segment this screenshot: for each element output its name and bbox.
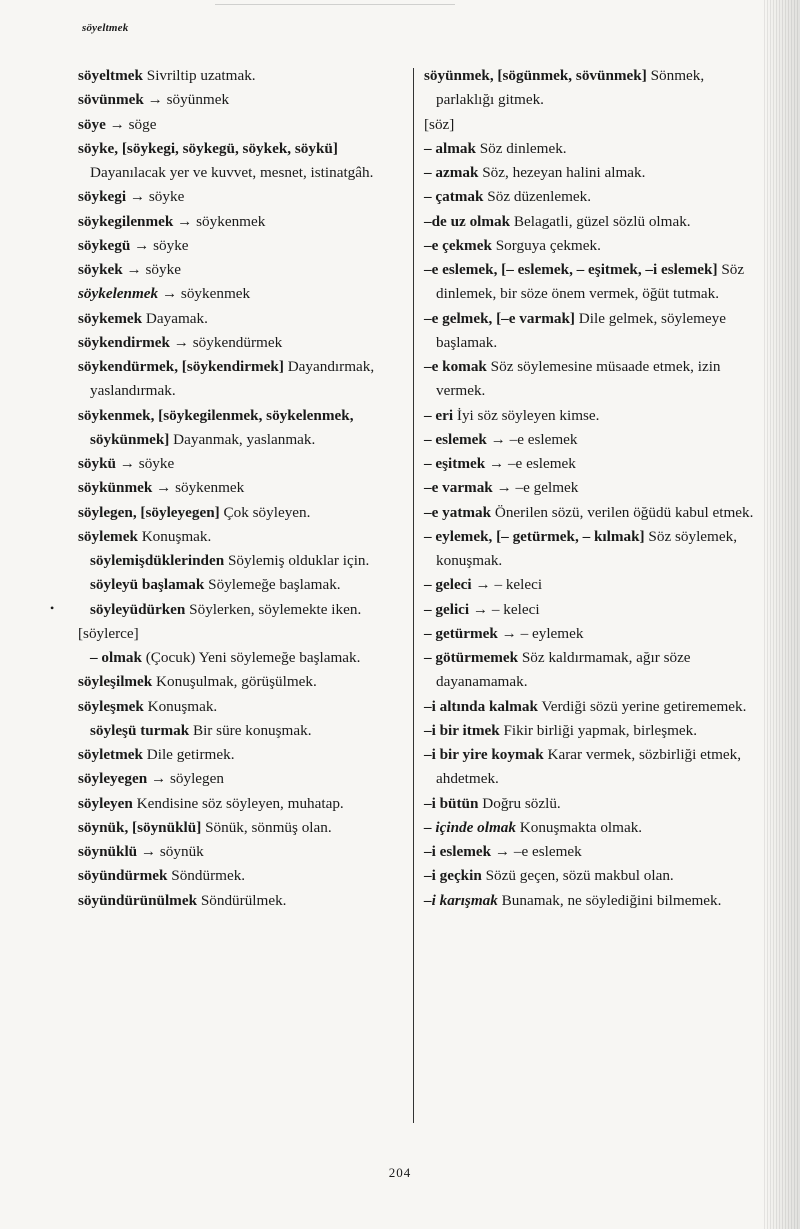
scan-edge-shading [764, 0, 800, 1229]
entry-definition: Sivriltip uzatmak. [142, 67, 256, 84]
entry-headword: söyletmek [78, 746, 143, 763]
dictionary-entry [78, 695, 396, 719]
entry-definition: Dayanmak, yaslanmak. [169, 430, 316, 448]
dictionary-entry [78, 573, 396, 597]
entry-headword: – eslemek [424, 430, 487, 448]
entry-definition: → söykendürmek [169, 333, 283, 351]
entry-definition: İyi söz söyleyen kimse. [453, 406, 600, 424]
entry-definition: Söndürülmek. [197, 891, 287, 909]
entry-definition: → söynük [137, 843, 204, 860]
dictionary-entry [424, 719, 754, 743]
entry-definition: → söyke [116, 455, 175, 472]
dictionary-entry [424, 525, 754, 574]
entry-headword: –i bir itmek [424, 721, 500, 739]
entry-definition: Söndürmek. [167, 867, 246, 885]
entry-definition: Söz kaldırmamak, ağır söze dayanamamak. [436, 649, 691, 691]
running-head: söyeltmek [82, 22, 129, 34]
entry-headword: söyleşü turmak [90, 721, 190, 739]
entry-headword: –e yatmak [424, 503, 492, 521]
right-column [424, 64, 754, 913]
entry-headword: –de uz olmak [424, 212, 511, 230]
entry-definition: [söz] [424, 115, 455, 133]
dictionary-entry [78, 88, 396, 112]
entry-headword: söynüklü [78, 843, 138, 860]
dictionary-entry [424, 210, 754, 234]
entry-definition: Konuşulmak, görüşülmek. [152, 673, 317, 691]
entry-definition: Konuşmak. [137, 527, 212, 545]
entry-definition: Sorguya çekmek. [491, 236, 601, 254]
dictionary-entry [424, 307, 754, 356]
entry-headword: söykü [78, 455, 116, 472]
dictionary-entry [424, 743, 754, 792]
entry-headword: söyleyegen [78, 770, 148, 788]
dictionary-entry [78, 719, 396, 743]
entry-definition: → söykenmek [173, 212, 266, 230]
entry-definition: Sönük, sönmüş olan. [201, 818, 332, 836]
entry-definition: Karar vermek, sözbirliği etmek, ahdetmek. [436, 746, 742, 788]
dictionary-entry [78, 622, 396, 646]
entry-headword: –i geçkin [424, 867, 482, 885]
entry-definition: [söylerce] [78, 624, 139, 642]
entry-definition: Verdiği sözü yerine getirememek. [537, 697, 747, 715]
dictionary-entry [424, 864, 754, 888]
entry-headword: –e komak [424, 358, 487, 375]
entry-definition: → söyke [126, 188, 185, 206]
dictionary-entry [424, 64, 754, 113]
entry-definition: Sözü geçen, sözü makbul olan. [481, 867, 674, 885]
dictionary-entry [424, 161, 754, 185]
entry-headword: – eşitmek [424, 455, 486, 472]
dictionary-entry [424, 816, 754, 840]
entry-headword: söykendirmek [78, 333, 170, 351]
entry-headword: söyleyüdürken [90, 600, 186, 618]
column-divider [413, 68, 414, 1123]
dictionary-entry [78, 234, 396, 258]
entry-headword: söykemek [78, 309, 143, 327]
entry-headword: söykelenmek [78, 285, 159, 303]
dictionary-entry [78, 646, 396, 670]
entry-definition: Önerilen sözü, verilen öğüdü kabul etmek. [491, 503, 754, 521]
entry-definition: → –e eslemek [485, 455, 576, 472]
entry-headword: – eylemek, [– getürmek, – kılmak] [424, 527, 645, 545]
entry-headword: söylemek [78, 527, 138, 545]
dictionary-entry [78, 355, 396, 404]
entry-definition: → –e gelmek [492, 479, 579, 497]
dictionary-entry [78, 210, 396, 234]
dictionary-entry [78, 282, 396, 306]
entry-headword: – azmak [424, 164, 479, 181]
entry-definition: → söylegen [147, 770, 224, 788]
entry-definition: → söyke [122, 261, 181, 278]
dictionary-entry [424, 137, 754, 161]
entry-headword: söyleşilmek [78, 673, 153, 691]
entry-headword: söyleşmek [78, 697, 144, 715]
dictionary-entry [78, 816, 396, 840]
entry-headword: söynük, [söynüklü] [78, 818, 202, 836]
entry-headword: –e gelmek, [–e varmak] [424, 309, 575, 327]
dictionary-entry [78, 113, 396, 137]
entry-headword: – geleci [424, 576, 472, 594]
entry-headword: söykek [78, 261, 123, 278]
dictionary-entry [78, 598, 396, 622]
entry-headword: söye [78, 115, 106, 133]
entry-headword: – almak [424, 139, 476, 157]
dictionary-entry [424, 889, 754, 913]
entry-headword: – getürmek [424, 624, 498, 642]
dictionary-entry [78, 670, 396, 694]
entry-definition: Dile gelmek, söylemeye başlamak. [436, 309, 726, 351]
entry-definition: Dayandırmak, yaslandırmak. [90, 358, 375, 400]
dictionary-entry [78, 864, 396, 888]
entry-headword: söyke, [söykegi, söykegü, söykek, söykü] [78, 139, 338, 157]
entry-definition: Belagatli, güzel sözlü olmak. [510, 212, 691, 230]
dictionary-entry [78, 258, 396, 282]
entry-headword: –i bütün [424, 794, 479, 812]
dictionary-entry [424, 598, 754, 622]
entry-definition: → –e eslemek [486, 430, 578, 448]
dictionary-entry [424, 573, 754, 597]
entry-headword: –i altında kalmak [424, 697, 538, 715]
dictionary-entry [424, 185, 754, 209]
left-column [78, 64, 396, 913]
entry-headword: söyleyen [78, 794, 133, 812]
entry-definition: Bir süre konuşmak. [189, 721, 312, 739]
entry-definition: Söz, hezeyan halini almak. [478, 164, 646, 181]
dictionary-entry [424, 113, 754, 137]
entry-headword: söykegilenmek [78, 212, 174, 230]
entry-headword: – içinde olmak [424, 818, 516, 836]
dictionary-entry [424, 792, 754, 816]
dictionary-entry [78, 792, 396, 816]
entry-definition: → – eylemek [497, 624, 584, 642]
entry-headword: söylegen, [söyleyegen] [78, 503, 220, 521]
dictionary-entry [424, 622, 754, 646]
entry-headword: söykenmek, [söykegilenmek, söykelenmek, söykünmek] [78, 406, 354, 448]
margin-mark: • [50, 601, 55, 615]
entry-definition: → söge [105, 115, 157, 133]
dictionary-entry [424, 695, 754, 719]
entry-headword: –i eslemek [424, 843, 492, 860]
entry-headword: –e çekmek [424, 236, 492, 254]
dictionary-entry [424, 452, 754, 476]
entry-headword: – eri [424, 406, 454, 424]
entry-definition: Söz söylemesine müsaade etmek, izin vermek. [436, 358, 721, 400]
dictionary-entry [78, 840, 396, 864]
dictionary-entry [424, 355, 754, 404]
dictionary-entry [424, 476, 754, 500]
entry-headword: söykendürmek, [söykendirmek] [78, 358, 284, 375]
entry-headword: sövünmek [78, 91, 144, 109]
dictionary-entry [424, 404, 754, 428]
dictionary-entry [424, 258, 754, 307]
entry-definition: Kendisine söz söyleyen, muhatap. [132, 794, 344, 812]
dictionary-entry [78, 331, 396, 355]
entry-definition: Konuşmakta olmak. [515, 818, 643, 836]
entry-headword: – gelici [424, 600, 470, 618]
entry-headword: söyleyü başlamak [90, 576, 205, 594]
entry-definition: Söylemeğe başlamak. [204, 576, 341, 594]
entry-headword: söyünmek, [sögünmek, sövünmek] [424, 67, 647, 84]
dictionary-entry [78, 452, 396, 476]
entry-headword: –i karışmak [424, 891, 498, 909]
dictionary-entry [78, 889, 396, 913]
entry-headword: söyeltmek [78, 67, 143, 84]
entry-definition: Söz dinlemek. [475, 139, 567, 157]
entry-definition: Konuşmak. [143, 697, 218, 715]
dictionary-entry [78, 501, 396, 525]
entry-definition: Söylerken, söylemekte iken. [185, 600, 362, 618]
dictionary-entry [78, 404, 396, 453]
entry-definition: Söylemiş olduklar için. [224, 552, 370, 569]
entry-definition: → –e eslemek [491, 843, 582, 860]
dictionary-entry [424, 646, 754, 695]
entry-definition: → söykenmek [152, 479, 245, 497]
dictionary-entry [78, 476, 396, 500]
page-number: 204 [388, 1165, 412, 1180]
entry-definition: → söyünmek [143, 91, 230, 109]
entry-headword: söyündürmek [78, 867, 168, 885]
entry-definition: Dayamak. [142, 309, 208, 327]
entry-definition: → söyke [130, 236, 189, 254]
dictionary-entry [78, 743, 396, 767]
dictionary-entry [78, 137, 396, 186]
entry-definition: Sönmek, parlaklığı gitmek. [436, 67, 705, 109]
entry-headword: söykegi [78, 188, 127, 206]
entry-definition: Söz düzenlemek. [483, 188, 592, 206]
entry-headword: –e varmak [424, 479, 493, 497]
entry-headword: – götürmemek [424, 649, 519, 666]
entry-headword: – olmak [90, 649, 142, 666]
entry-headword: söyündürünülmek [78, 891, 198, 909]
entry-definition: Dile getirmek. [142, 746, 235, 763]
entry-definition: Dayanılacak yer ve kuvvet, mesnet, istinatgâh. [90, 164, 374, 181]
dictionary-entry [424, 234, 754, 258]
dictionary-entry [78, 525, 396, 549]
entry-definition: (Çocuk) Yeni söylemeğe başlamak. [141, 649, 361, 666]
entry-definition: → – keleci [469, 600, 540, 618]
entry-headword: söylemişdüklerinden [90, 552, 225, 569]
entry-headword: söykünmek [78, 479, 153, 497]
entry-definition: Doğru sözlü. [478, 794, 561, 812]
dictionary-entry [424, 428, 754, 452]
entry-headword: –e eslemek, [– eslemek, – eşitmek, –i eslemek] [424, 261, 718, 278]
dictionary-entry [424, 840, 754, 864]
dictionary-entry [78, 549, 396, 573]
dictionary-entry [78, 185, 396, 209]
dictionary-entry [78, 64, 396, 88]
top-rule [215, 4, 455, 5]
dictionary-entry [424, 501, 754, 525]
entry-definition: Söz dinlemek, bir söze önem vermek, öğüt tutmak. [436, 261, 745, 303]
entry-definition: Fikir birliği yapmak, birleşmek. [499, 721, 698, 739]
entry-headword: – çatmak [424, 188, 484, 206]
entry-definition: → söykenmek [158, 285, 251, 303]
dictionary-entry [78, 767, 396, 791]
entry-definition: Bunamak, ne söylediğini bilmemek. [497, 891, 722, 909]
entry-definition: Söz söylemek, konuşmak. [436, 527, 737, 569]
entry-definition: Çok söyleyen. [219, 503, 311, 521]
dictionary-entry [78, 307, 396, 331]
entry-headword: söykegü [78, 236, 131, 254]
entry-headword: –i bir yire koymak [424, 746, 544, 763]
entry-definition: → – keleci [471, 576, 543, 594]
